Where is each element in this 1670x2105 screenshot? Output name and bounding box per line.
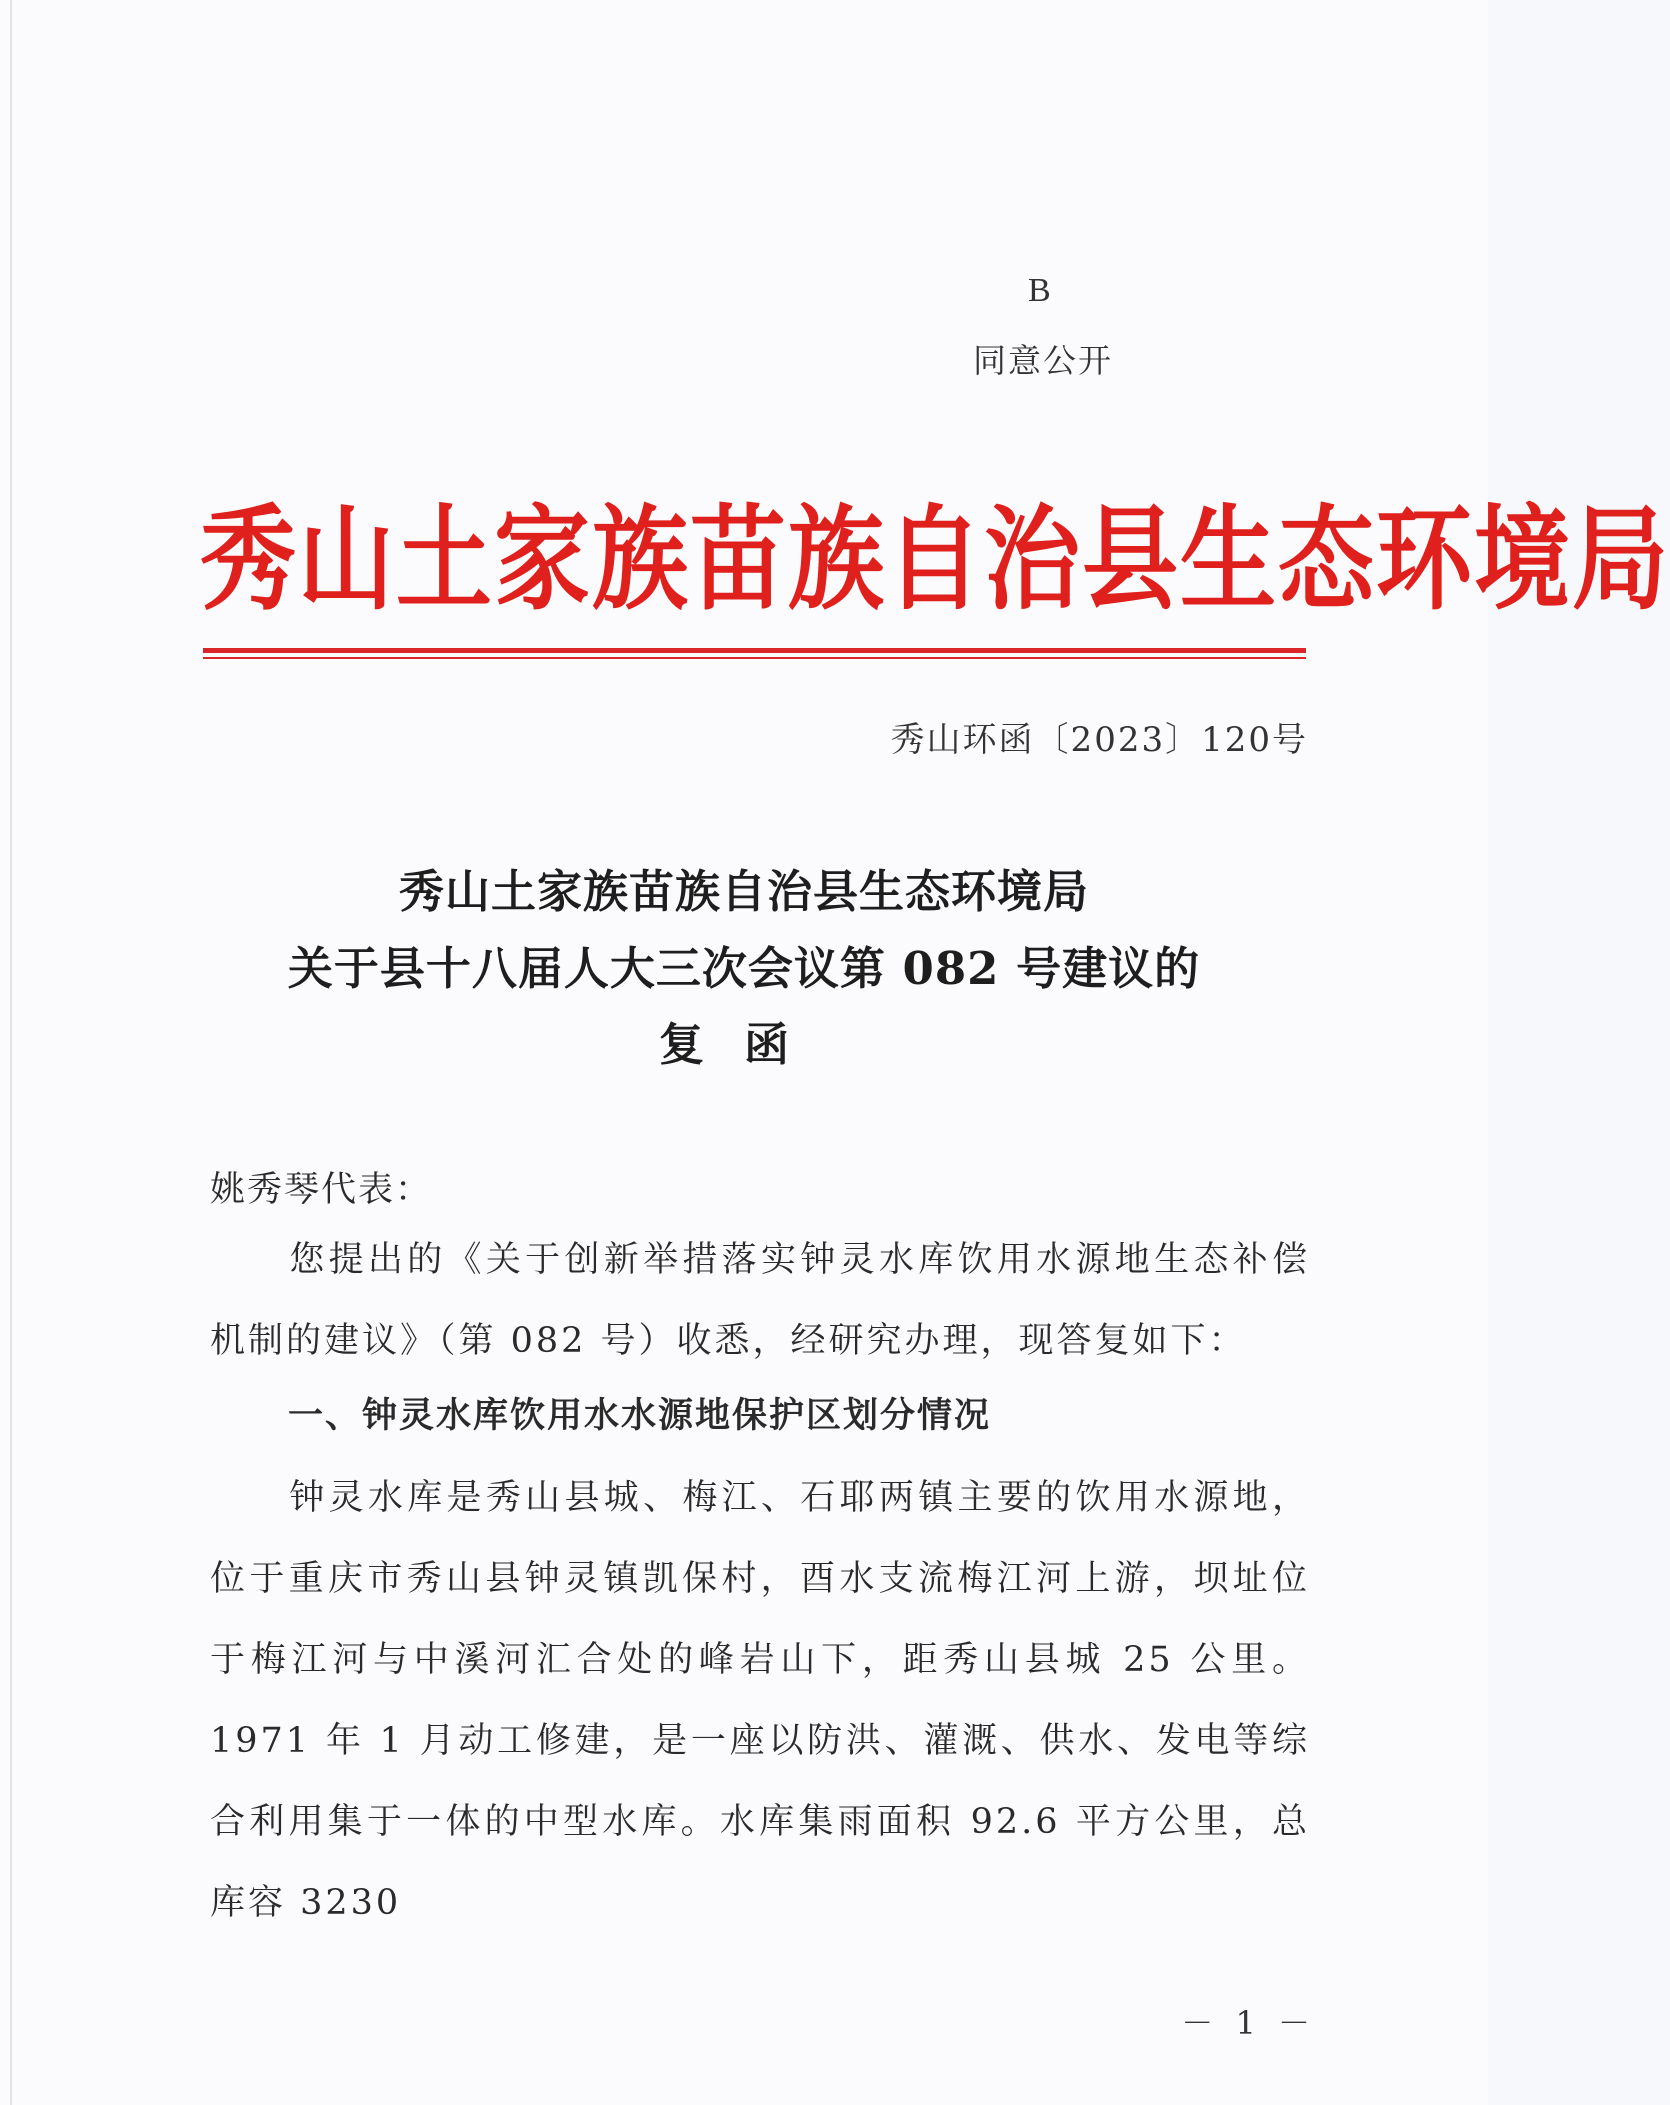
paragraph-intro-text: 您提出的《关于创新举措落实钟灵水库饮用水源地生态补偿机制的建议》（第 082 号）收悉，经研究办理，现答复如下： [210, 1240, 1310, 1361]
letterhead-red-rule [203, 648, 1306, 653]
document-title-line-1: 秀山土家族苗族自治县生态环境局 [398, 865, 1089, 918]
section-heading-1: 一、钟灵水库饮用水水源地保护区划分情况 [288, 1396, 992, 1436]
letterhead-agency-name: 秀山土家族苗族自治县生态环境局 [200, 493, 1670, 626]
paragraph-section-1 [210, 1458, 1310, 1944]
paragraph-section-1-text: 钟灵水库是秀山县城、梅江、石耶两镇主要的饮用水源地，位于重庆市秀山县钟灵镇凯保村，酉水支流梅江河上游，坝址位于梅江河与中溪河汇合处的峰岩山下，距秀山县城 25 公里。1971 年 1 月动工修建，是一座以防洪、灌溉、供水、发电等综合利用集于一体的中型水库。水库集雨面积 92.6 平方公里，总库容 3230 [210, 1478, 1310, 1923]
paragraph-intro [210, 1220, 1310, 1382]
classification-mark: B [1028, 272, 1051, 309]
disclosure-note: 同意公开 [973, 341, 1113, 380]
letterhead-red-rule-thin [203, 657, 1306, 659]
document-title-line-2: 关于县十八届人大三次会议第 082 号建议的 [287, 942, 1201, 995]
document-number: 秀山环函〔2023〕120号 [890, 720, 1308, 760]
page-number: － 1 － [1181, 2004, 1316, 2042]
document-title-line-3: 复函 [658, 1018, 829, 1071]
salutation: 姚秀琴代表： [210, 1170, 433, 1210]
